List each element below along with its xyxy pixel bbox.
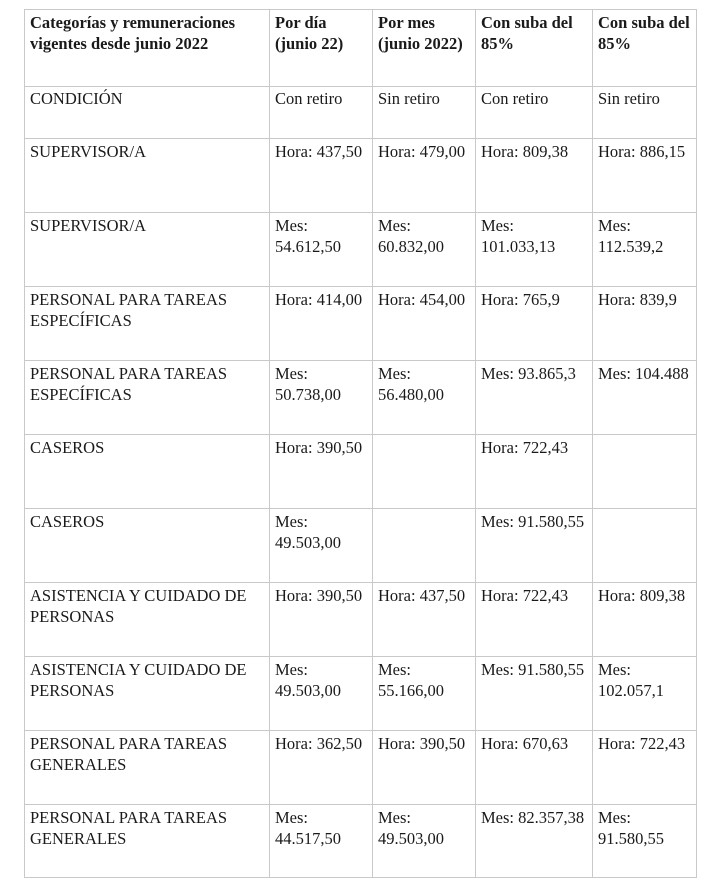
table-cell: Hora: 414,00	[270, 287, 373, 361]
table-cell: Hora: 390,50	[270, 583, 373, 657]
table-cell: Hora: 362,50	[270, 731, 373, 805]
table-row	[25, 435, 697, 509]
table-row	[25, 509, 697, 583]
table-body	[25, 139, 697, 878]
header-cell-raise-without-retreat: Con suba del 85%	[593, 10, 697, 87]
table-cell: Mes: 104.488	[593, 361, 697, 435]
table-cell: Mes: 112.539,2	[593, 213, 697, 287]
table-row	[25, 657, 697, 731]
table-cell: Hora: 390,50	[373, 731, 476, 805]
table-cell: Mes: 49.503,00	[270, 657, 373, 731]
table-cell	[373, 435, 476, 509]
table-cell: Mes: 82.357,38	[476, 805, 593, 878]
header-row	[25, 10, 697, 87]
table-cell	[593, 509, 697, 583]
table-cell: Mes: 91.580,55	[593, 805, 697, 878]
category-cell: PERSONAL PARA TAREAS ESPECÍFICAS	[25, 361, 270, 435]
table-cell: Hora: 886,15	[593, 139, 697, 213]
table-row	[25, 731, 697, 805]
table-row	[25, 287, 697, 361]
table-cell: Hora: 722,43	[593, 731, 697, 805]
table-cell: Mes: 50.738,00	[270, 361, 373, 435]
table-cell: Mes: 101.033,13	[476, 213, 593, 287]
table-cell: Mes: 55.166,00	[373, 657, 476, 731]
table-cell: Mes: 91.580,55	[476, 657, 593, 731]
table-cell: Mes: 56.480,00	[373, 361, 476, 435]
table-cell: Mes: 49.503,00	[373, 805, 476, 878]
table-row	[25, 361, 697, 435]
table-cell	[373, 509, 476, 583]
table-cell: Sin retiro	[593, 87, 697, 139]
header-cell-per-day: Por día (junio 22)	[270, 10, 373, 87]
table-cell: CONDICIÓN	[25, 87, 270, 139]
table-cell: Hora: 479,00	[373, 139, 476, 213]
table-cell	[593, 435, 697, 509]
table-cell: Hora: 454,00	[373, 287, 476, 361]
category-cell: CASEROS	[25, 509, 270, 583]
table-cell: Mes: 44.517,50	[270, 805, 373, 878]
category-cell: ASISTENCIA Y CUIDADO DE PERSONAS	[25, 583, 270, 657]
table-cell: Hora: 722,43	[476, 583, 593, 657]
table-cell: Mes: 91.580,55	[476, 509, 593, 583]
table-cell: Hora: 670,63	[476, 731, 593, 805]
table-cell: Mes: 54.612,50	[270, 213, 373, 287]
table-cell: Con retiro	[476, 87, 593, 139]
table-cell: Mes: 93.865,3	[476, 361, 593, 435]
category-cell: PERSONAL PARA TAREAS GENERALES	[25, 731, 270, 805]
category-cell: PERSONAL PARA TAREAS ESPECÍFICAS	[25, 287, 270, 361]
table-row	[25, 139, 697, 213]
table-cell: Hora: 437,50	[270, 139, 373, 213]
table-row	[25, 583, 697, 657]
category-cell: ASISTENCIA Y CUIDADO DE PERSONAS	[25, 657, 270, 731]
table-cell: Sin retiro	[373, 87, 476, 139]
category-cell: SUPERVISOR/A	[25, 139, 270, 213]
condition-row	[25, 87, 697, 139]
category-cell: SUPERVISOR/A	[25, 213, 270, 287]
table-cell: Hora: 809,38	[593, 583, 697, 657]
table-cell: Hora: 765,9	[476, 287, 593, 361]
table-cell: Hora: 390,50	[270, 435, 373, 509]
table-cell: Con retiro	[270, 87, 373, 139]
table-row	[25, 213, 697, 287]
table-cell: Mes: 49.503,00	[270, 509, 373, 583]
table-row	[25, 805, 697, 878]
category-cell: CASEROS	[25, 435, 270, 509]
wage-table	[24, 9, 697, 878]
table-cell: Hora: 839,9	[593, 287, 697, 361]
header-cell-category: Categorías y remuneraciones vigentes desde junio 2022	[25, 10, 270, 87]
table-cell: Hora: 722,43	[476, 435, 593, 509]
table-cell: Hora: 437,50	[373, 583, 476, 657]
header-cell-raise-with-retreat: Con suba del 85%	[476, 10, 593, 87]
header-cell-per-month: Por mes (junio 2022)	[373, 10, 476, 87]
table-cell: Hora: 809,38	[476, 139, 593, 213]
table-cell: Mes: 60.832,00	[373, 213, 476, 287]
table-cell: Mes: 102.057,1	[593, 657, 697, 731]
category-cell: PERSONAL PARA TAREAS GENERALES	[25, 805, 270, 878]
